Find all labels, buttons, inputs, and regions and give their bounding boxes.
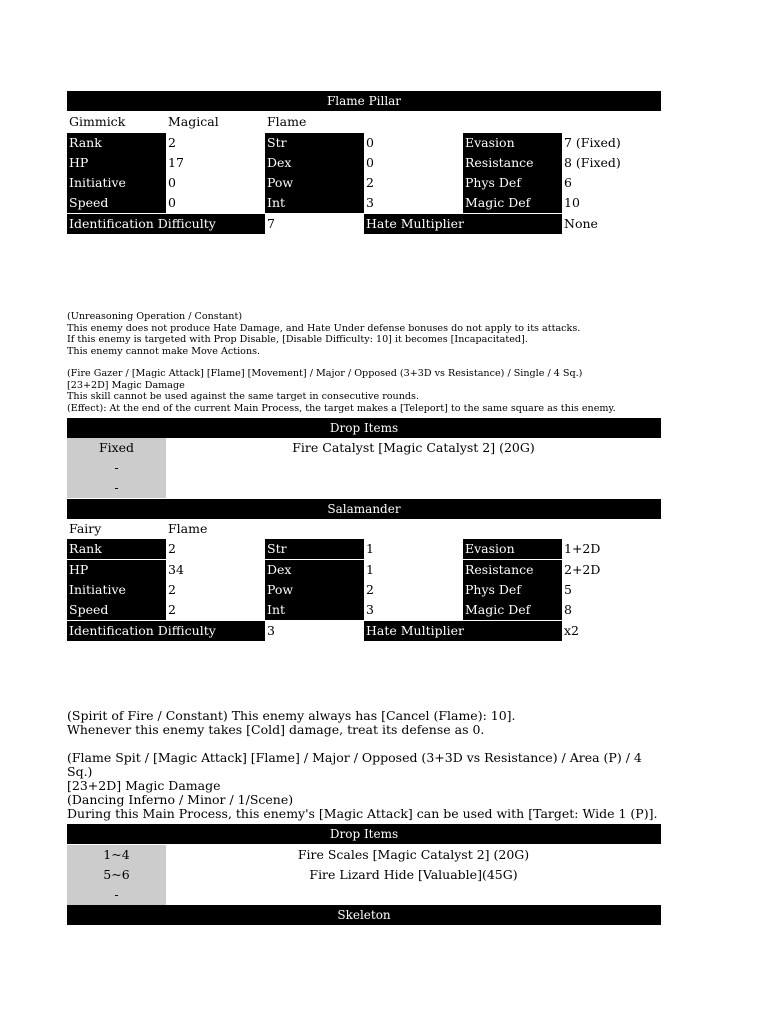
drop-items-header: Drop Items [67, 824, 661, 844]
stat-value-id-difficulty: 7 [267, 216, 275, 231]
stat-value-magic-def: 10 [564, 195, 580, 210]
ability-text: (Dancing Inferno / Minor / 1/Scene) During this Main Process, this enemy's [Magic Attack] can be used with [Target: Wide 1 (P)]. [67, 792, 658, 821]
stat-value-evasion: 7 (Fixed) [564, 135, 621, 150]
ability-text: (Fire Gazer / [Magic Attack] [Flame] [Movement] / Major / Opposed (3+3D vs Resistance) / Single / 4 Sq.) [23+2D] Magic Damage This skill cannot be used against the same target in consecutive rounds. (Effect): At the end of the current Main Process, the target makes a [Teleport] to the same square as this enemy. [67, 368, 616, 414]
monster-type: Gimmick [69, 114, 126, 129]
stat-label-id-difficulty: Identification Difficulty [67, 214, 265, 234]
stat-label-dex: Dex [265, 560, 364, 580]
monster-title-flame-pillar: Flame Pillar [67, 91, 661, 111]
ability-text: (Unreasoning Operation / Constant) This enemy does not produce Hate Damage, and Hate Under defense bonuses do not apply to its attacks. If this enemy is targeted with Prop Disable, [Disable Difficulty: 10] it becomes [Incapacitated]. This enemy cannot make Move Actions. [67, 311, 581, 357]
stat-label-id-difficulty: Identification Difficulty [67, 621, 265, 641]
stat-value-rank: 2 [168, 541, 176, 556]
stat-row [67, 193, 661, 213]
stat-value-evasion: 1+2D [564, 541, 601, 556]
drop-item [166, 478, 661, 498]
stat-value-hate-multiplier: None [564, 216, 598, 231]
stat-value-str: 1 [366, 541, 374, 556]
monster-title-salamander: Salamander [67, 499, 661, 519]
stat-value-str: 0 [366, 135, 374, 150]
stat-value-speed: 0 [168, 195, 176, 210]
drop-row [67, 845, 661, 865]
stat-value-int: 3 [366, 602, 374, 617]
stat-value-id-difficulty: 3 [267, 623, 275, 638]
drop-item: Fire Lizard Hide [Valuable](45G) [309, 867, 518, 882]
stat-value-pow: 2 [366, 175, 374, 190]
stat-label-rank: Rank [67, 133, 166, 153]
stat-value-speed: 2 [168, 602, 176, 617]
stat-value-phys-def: 6 [564, 175, 572, 190]
drop-row [67, 885, 661, 905]
stat-value-phys-def: 5 [564, 582, 572, 597]
stat-value-pow: 2 [366, 582, 374, 597]
monster-type: Fairy [69, 521, 102, 536]
monster-type-row [67, 112, 661, 132]
stat-value-resistance: 2+2D [564, 562, 601, 577]
stat-row [67, 560, 661, 580]
stat-label-resistance: Resistance [463, 560, 562, 580]
drop-roll: - [67, 458, 166, 478]
stat-label-resistance: Resistance [463, 153, 562, 173]
stat-row [67, 153, 661, 173]
ability-text: (Flame Spit / [Magic Attack] [Flame] / Major / Opposed (3+3D vs Resistance) / Area (P) / 4 Sq.) [23+2D] Magic Damage [67, 750, 642, 793]
stat-row [67, 600, 661, 620]
stat-row [67, 173, 661, 193]
stat-label-speed: Speed [67, 193, 166, 213]
ability-text: (Spirit of Fire / Constant) This enemy always has [Cancel (Flame): 10]. Whenever this enemy takes [Cold] damage, treat its defense as 0. [67, 708, 516, 737]
stat-value-initiative: 0 [168, 175, 176, 190]
stat-label-speed: Speed [67, 600, 166, 620]
drop-roll: - [67, 885, 166, 905]
stat-label-hate-multiplier: Hate Multiplier [364, 621, 562, 641]
stat-label-initiative: Initiative [67, 173, 166, 193]
drop-roll: 5~6 [67, 865, 166, 885]
monster-type-row [67, 519, 661, 539]
stat-row [67, 214, 661, 234]
stat-value-dex: 0 [366, 155, 374, 170]
stat-row [67, 580, 661, 600]
drop-item [166, 885, 661, 905]
stat-row [67, 133, 661, 153]
stat-value-hate-multiplier: x2 [564, 623, 580, 638]
stat-label-magic-def: Magic Def [463, 193, 562, 213]
drop-row [67, 865, 661, 885]
monster-element: Flame [267, 114, 307, 129]
monster-title-skeleton: Skeleton [67, 905, 661, 925]
stat-row [67, 621, 661, 641]
stat-label-evasion: Evasion [463, 133, 562, 153]
stat-label-int: Int [265, 193, 364, 213]
drop-roll: Fixed [67, 438, 166, 458]
stat-value-int: 3 [366, 195, 374, 210]
stat-value-dex: 1 [366, 562, 374, 577]
stat-label-phys-def: Phys Def [463, 173, 562, 193]
drop-item: Fire Catalyst [Magic Catalyst 2] (20G) [292, 440, 535, 455]
drop-row [67, 438, 661, 458]
stat-value-hp: 17 [168, 155, 184, 170]
drop-items-header: Drop Items [67, 418, 661, 438]
stat-label-dex: Dex [265, 153, 364, 173]
stat-label-hp: HP [67, 560, 166, 580]
monster-subtype: Flame [168, 521, 208, 536]
stat-label-str: Str [265, 133, 364, 153]
stat-label-magic-def: Magic Def [463, 600, 562, 620]
stat-label-hate-multiplier: Hate Multiplier [364, 214, 562, 234]
monster-element [265, 519, 364, 539]
stat-row [67, 539, 661, 559]
stat-label-hp: HP [67, 153, 166, 173]
drop-row [67, 458, 661, 478]
stat-label-int: Int [265, 600, 364, 620]
monster-subtype: Magical [168, 114, 219, 129]
stat-value-initiative: 2 [168, 582, 176, 597]
stat-value-hp: 34 [168, 562, 184, 577]
stat-label-phys-def: Phys Def [463, 580, 562, 600]
drop-item [166, 458, 661, 478]
drop-roll: 1~4 [67, 845, 166, 865]
stat-label-pow: Pow [265, 580, 364, 600]
stat-value-magic-def: 8 [564, 602, 572, 617]
drop-item: Fire Scales [Magic Catalyst 2] (20G) [297, 847, 530, 862]
stat-label-rank: Rank [67, 539, 166, 559]
stat-value-resistance: 8 (Fixed) [564, 155, 621, 170]
stat-label-pow: Pow [265, 173, 364, 193]
stat-label-initiative: Initiative [67, 580, 166, 600]
drop-roll: - [67, 478, 166, 498]
stat-label-str: Str [265, 539, 364, 559]
stat-label-evasion: Evasion [463, 539, 562, 559]
drop-row [67, 478, 661, 498]
stat-value-rank: 2 [168, 135, 176, 150]
